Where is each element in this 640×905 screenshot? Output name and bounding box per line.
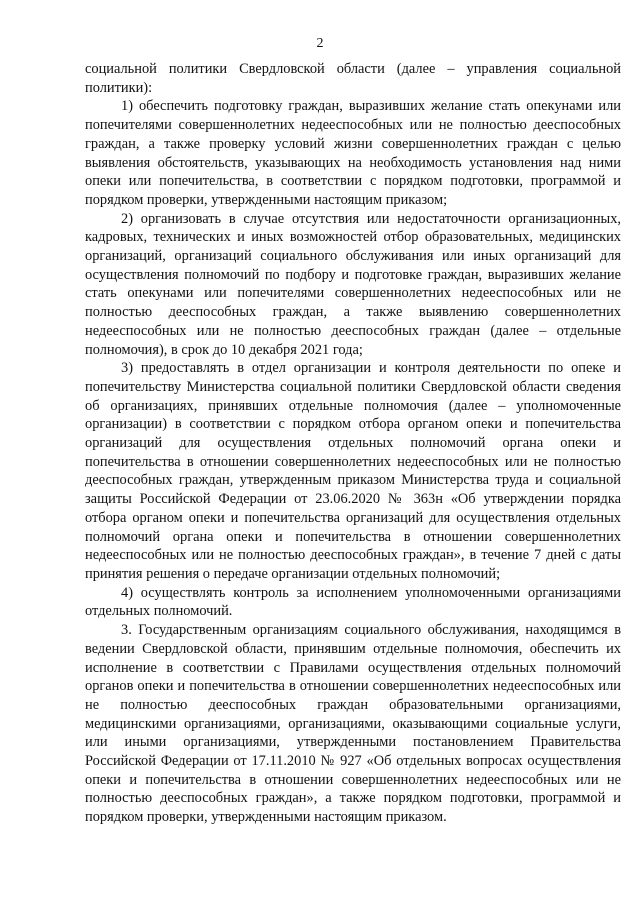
paragraph-item-3: 3) предоставлять в отдел организации и контроля деятельности по опеке и попечительству Министерства социальной политики Свердловской области сведения об организациях, принявших отдельные полномочия (далее – уполномоченные организации) в соответствии с порядком отбора органом опеки и попечительства организаций для осуществления отдельных полномочий органа опеки и попечительства в отношении совершеннолетних недееспособных или не полностью дееспособных граждан, утвержденным приказом Министерства труда и социальной защиты Российской Федерации от 23.06.2020 № 363н «Об утверждении порядка отбора органом опеки и попечительства организаций для осуществления отдельных полномочий органа опеки и попечительства в отношении совершеннолетних недееспособных или не полностью дееспособных граждан», в течение 7 дней с даты принятия решения о передаче организации отдельных полномочий; [85,360,621,582]
document-body [85,60,621,827]
paragraph-item-2: 2) организовать в случае отсутствия или недостаточности организационных, кадровых, технических и иных возможностей отбор образовательных, медицинских организаций, организаций социального обслуживания или иных организаций для осуществления полномочий по подбору и подготовке граждан, выразивших желание стать опекунами или попечителями совершеннолетних недееспособных или не полностью дееспособных граждан, а также выявлению совершеннолетних недееспособных или не полностью дееспособных граждан (далее – отдельные полномочия), в срок до 10 декабря 2021 года; [85,210,621,358]
paragraph-item-1: 1) обеспечить подготовку граждан, выразивших желание стать опекунами или попечителями совершеннолетних недееспособных или не полностью дееспособных граждан, а также проверку условий жизни совершеннолетних граждан с целью выявления обстоятельств, указывающих на необходимость установления над ними опеки или попечительства, в соответствии с порядком подготовки, программой и порядком проверки, утвержденными настоящим приказом; [85,98,621,208]
paragraph-section-3: 3. Государственным организациям социального обслуживания, находящимся в ведении Свердловской области, принявшим отдельные полномочия, обеспечить их исполнение в соответствии с Правилами осуществления отдельных полномочий органов опеки и попечительства в отношении совершеннолетних недееспособных или не полностью дееспособных граждан образовательными организациями, медицинскими организациями, организациями, оказывающими социальные услуги, или иными организациями, утвержденными постановлением Правительства Российской Федерации от 17.11.2010 № 927 «Об отдельных вопросах осуществления опеки и попечительства в отношении совершеннолетних недееспособных или не полностью дееспособных граждан», а также порядком подготовки, программой и порядком проверки, утвержденными настоящим приказом. [85,622,621,826]
paragraph-item-4: 4) осуществлять контроль за исполнением уполномоченными организациями отдельных полномочий. [85,584,621,620]
paragraph-continuation: социальной политики Свердловской области (далее – управления социальной политики): [85,61,621,96]
page-number: 2 [316,36,324,51]
